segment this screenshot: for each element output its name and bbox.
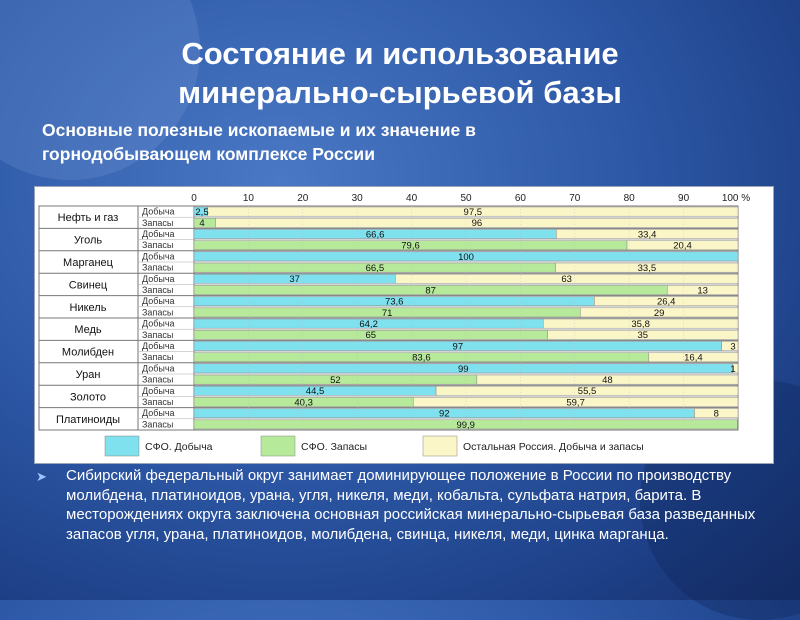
data-label: 99,9 [456,419,475,431]
slide-title-line: минерально-сырьевой базы [178,75,622,110]
x-tick-label: 70 [569,193,581,204]
row-label: Добыча [142,206,175,217]
category-label: Молибден [61,346,115,359]
data-label: 29 [653,307,665,319]
data-label: 79,6 [401,240,420,252]
category-label: Уголь [73,234,103,247]
legend-swatch [105,436,139,456]
data-label: 8 [713,408,719,420]
data-label: 71 [381,307,393,319]
category-label: Марганец [63,257,113,269]
row-label: Добыча [142,363,175,374]
data-label: 99 [457,363,469,375]
legend-swatch [261,436,295,456]
data-label: 3 [730,341,736,353]
body-paragraph: Сибирский федеральный округ занимает доминирующее положение в России по производству молибдена, платиноидов, урана, угля, никеля, меди, кобальта, сульфата натрия, барита. В месторождениях округа заключена основная российская минерально-сырьевая база разведанных запасов угля, урана, платиноидов, молибдена, свинца, никеля, меди, цинка марганца. [66,467,756,543]
category-label: Медь [74,324,102,337]
data-label: 26,4 [656,296,676,308]
legend-swatch [423,436,457,456]
data-label: 33,5 [637,263,657,274]
row-label: Запасы [142,397,174,407]
row-label: Добыча [142,296,175,307]
slide-subtitle-line: Основные полезные ископаемые и их значение в [42,120,476,140]
data-label: 83,6 [412,352,431,364]
row-label: Запасы [142,329,174,340]
data-label: 35,8 [631,319,650,330]
row-label: Запасы [142,217,174,228]
chart-panel [34,186,774,464]
data-label: 92 [438,408,450,420]
legend-label: Остальная Россия. Добыча и запасы [463,441,644,453]
data-label: 37 [289,274,300,286]
data-label: 20,4 [673,240,692,252]
data-label: 97,5 [463,207,483,218]
row-label: Запасы [142,262,174,273]
data-label: 1 [730,363,736,375]
row-label: Добыча [142,341,175,351]
category-label: Золото [70,391,106,404]
row-label: Добыча [142,273,175,284]
x-tick-label: 40 [406,193,418,204]
row-label: Добыча [142,408,175,419]
row-label: Запасы [142,307,174,318]
row-label: Запасы [142,374,174,385]
row-label: Запасы [142,419,174,430]
category-label: Свинец [68,279,108,292]
data-label: 55,5 [577,386,597,398]
data-label: 96 [471,218,483,230]
row-label: Запасы [142,285,174,295]
data-label: 63 [561,274,572,286]
slide-title-line: Состояние и использование [181,36,619,71]
category-label: Платиноиды [55,413,121,426]
data-label: 73,6 [384,296,404,308]
x-tick-label: 60 [514,193,526,204]
x-tick-label: 100 % [721,193,751,204]
category-label: Нефть и газ [57,212,119,225]
data-label: 52 [330,375,341,386]
row-label: Добыча [142,251,175,262]
data-label: 13 [697,285,708,297]
category-label: Никель [69,301,107,314]
row-label: Добыча [142,318,175,329]
x-tick-label: 80 [623,193,635,204]
category-label: Уран [75,369,101,381]
x-tick-label: 30 [351,193,363,204]
data-label: 33,4 [637,229,657,241]
legend-label: СФО. Запасы [301,441,368,453]
data-label: 59,7 [566,397,585,409]
data-label: 48 [602,375,613,386]
data-label: 40,3 [294,397,313,409]
x-tick-label: 20 [297,193,309,204]
data-label: 4 [199,218,205,230]
x-tick-label: 90 [678,193,690,204]
x-tick-label: 50 [460,193,472,204]
data-label: 44,5 [305,386,325,398]
body-paragraph-block [36,466,770,544]
data-label: 100 [458,251,474,263]
x-tick-label: 10 [242,193,254,204]
row-label: Запасы [142,240,174,251]
row-label: Запасы [142,352,174,363]
legend-label: СФО. Добыча [145,441,213,453]
data-label: 16,4 [684,352,703,364]
row-label: Добыча [142,229,175,239]
data-label: 66,5 [365,263,385,274]
slide-subtitle [42,118,682,166]
data-label: 2,5 [195,207,209,218]
slide-title [60,34,740,112]
bar-sfo-reserves [194,218,216,230]
data-label: 66,6 [365,229,385,241]
arrow-bullet-icon: ➤ [36,469,47,484]
stacked-bar-chart [35,187,773,463]
row-label: Добыча [142,385,175,396]
slide-subtitle-line: горнодобывающем комплексе России [42,144,375,164]
x-tick-label: 0 [191,193,197,204]
data-label: 97 [452,341,464,353]
data-label: 64,2 [359,319,378,330]
data-label: 35 [637,330,649,342]
data-label: 87 [425,285,436,297]
data-label: 65 [365,330,377,342]
